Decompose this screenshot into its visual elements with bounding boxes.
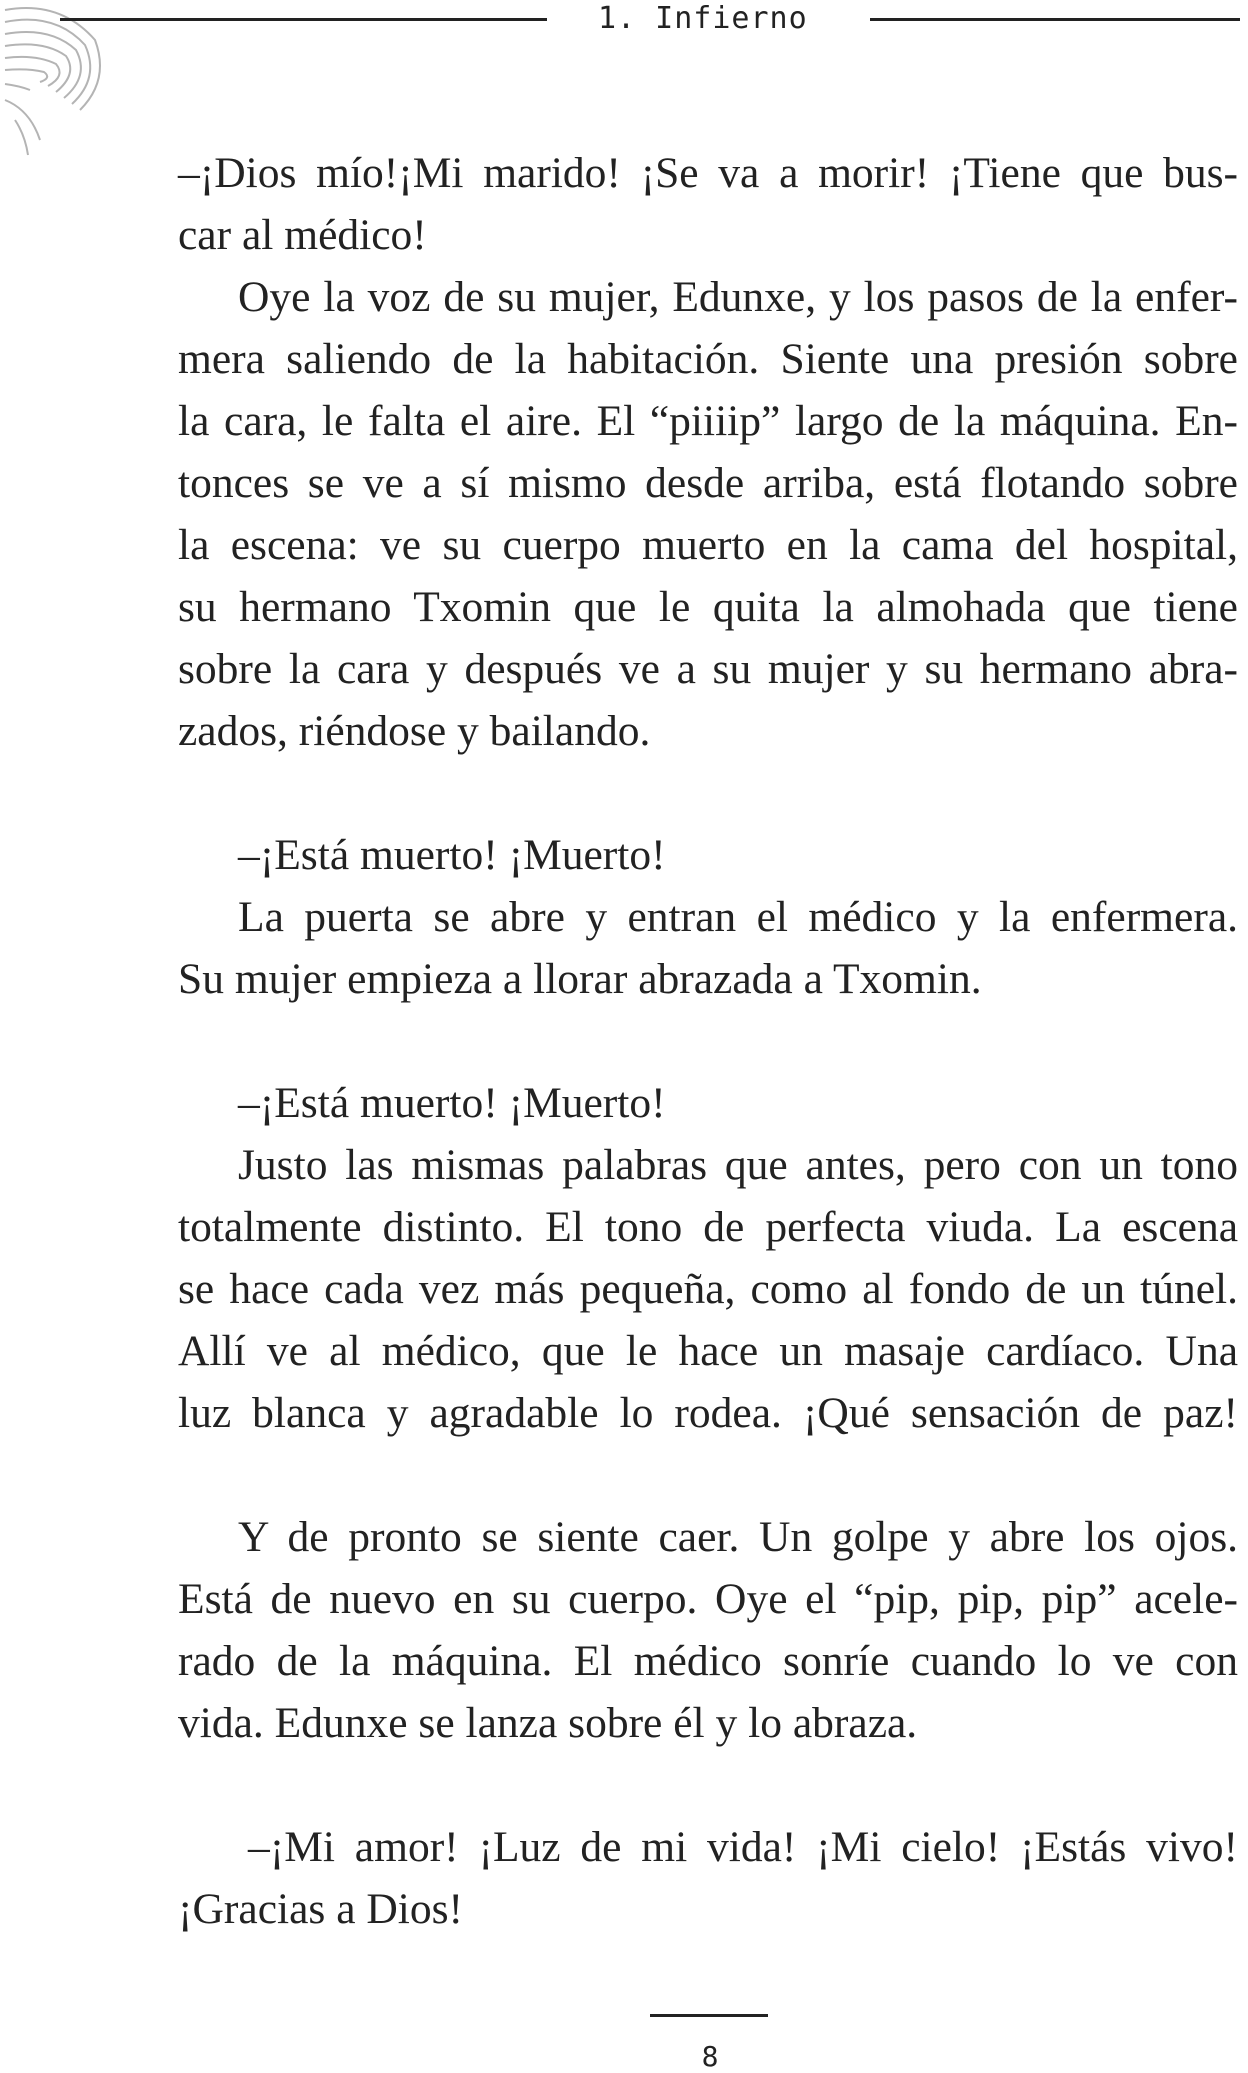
text-line: Oye la voz de su mujer, Edunxe, y los pasos de la enfer- [238, 273, 1238, 321]
paragraph-gap [178, 1010, 1238, 1072]
text-line: –¡Está muerto! ¡Muerto! [238, 1079, 666, 1127]
text-line: ¡Gracias a Dios! [178, 1885, 464, 1933]
text-line: la escena: ve su cuerpo muerto en la cama del hospital, [178, 521, 1238, 569]
text-line: totalmente distinto. El tono de perfecta viuda. La escena [178, 1203, 1238, 1251]
header-rule-right [870, 18, 1240, 21]
paragraph-gap [178, 1444, 1238, 1506]
text-line: rado de la máquina. El médico sonríe cuando lo ve con [178, 1637, 1238, 1685]
text-line: vida. Edunxe se lanza sobre él y lo abraza. [178, 1699, 918, 1747]
text-line: Allí ve al médico, que le hace un masaje cardíaco. Una [178, 1327, 1238, 1375]
fingerprint-smudge-icon [0, 0, 120, 160]
text-line: –¡Está muerto! ¡Muerto! [238, 831, 666, 879]
text-line: Y de pronto se siente caer. Un golpe y abre los ojos. [238, 1513, 1238, 1561]
text-line: –¡Dios mío!¡Mi marido! ¡Se va a morir! ¡Tiene que bus- [178, 149, 1238, 197]
text-line: su hermano Txomin que le quita la almohada que tiene [178, 583, 1238, 631]
header-rule-left [60, 18, 547, 21]
text-line: Justo las mismas palabras que antes, pero con un tono [238, 1141, 1238, 1189]
page-number: 8 [701, 2040, 719, 2073]
paragraph-gap [178, 762, 1238, 824]
paragraph-gap [178, 1754, 1238, 1816]
text-line: la cara, le falta el aire. El “piiiip” largo de la máquina. En- [178, 397, 1238, 445]
text-line: se hace cada vez más pequeña, como al fondo de un túnel. [178, 1265, 1238, 1313]
text-line: mera saliendo de la habitación. Siente una presión sobre [178, 335, 1238, 383]
text-line: Su mujer empieza a llorar abrazada a Txomin. [178, 955, 982, 1003]
text-line: Está de nuevo en su cuerpo. Oye el “pip, pip, pip” acele- [178, 1575, 1238, 1623]
text-line: car al médico! [178, 211, 427, 259]
text-line: La puerta se abre y entran el médico y la enfermera. [238, 893, 1238, 941]
text-line: zados, riéndose y bailando. [178, 707, 651, 755]
text-line: sobre la cara y después ve a su mujer y su hermano abra- [178, 645, 1238, 693]
footer-rule [650, 2014, 768, 2017]
text-line: –¡Mi amor! ¡Luz de mi vida! ¡Mi cielo! ¡Estás vivo! [248, 1823, 1238, 1871]
text-line: tonces se ve a sí mismo desde arriba, está flotando sobre [178, 459, 1238, 507]
running-head-title: 1. Infierno [598, 1, 808, 36]
text-line: luz blanca y agradable lo rodea. ¡Qué sensación de paz! [178, 1389, 1238, 1437]
body-text [178, 142, 1238, 1940]
